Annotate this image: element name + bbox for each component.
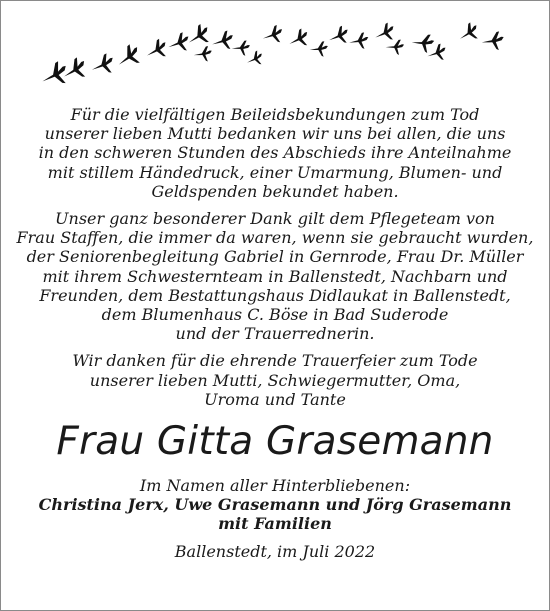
special-thanks-paragraph xyxy=(1,209,549,343)
deceased-name: Frau Gitta Grasemann xyxy=(56,419,494,465)
text-line: Geldspenden bekundet haben. xyxy=(151,181,399,201)
text-line: Freunden, dem Bestattungshaus Didlaukat in Ballenstedt, xyxy=(39,285,511,305)
signature-families: mit Familien xyxy=(218,514,332,534)
signature-names: Christina Jerx, Uwe Grasemann und Jörg Grasemann xyxy=(38,495,512,515)
text-line: Wir danken für die ehrende Trauerfeier zum Tode xyxy=(72,351,478,371)
signature-intro: Im Namen aller Hinterbliebenen: xyxy=(139,476,411,496)
text-line: in den schweren Stunden des Abschieds ihre Anteilnahme xyxy=(38,143,512,163)
flock-of-cranes-icon xyxy=(41,19,511,89)
text-line: Unser ganz besonderer Dank gilt dem Pflegeteam von xyxy=(55,209,495,229)
text-line: mit stillem Händedruck, einer Umarmung, Blumen- und xyxy=(47,162,503,182)
obituary-text xyxy=(1,105,549,561)
text-line: Frau Staffen, die immer da waren, wenn sie gebraucht wurden, xyxy=(16,228,534,248)
text-line: dem Blumenhaus C. Böse in Bad Suderode xyxy=(101,305,449,325)
text-line: unserer lieben Mutti bedanken wir uns bei allen, die uns xyxy=(44,124,506,144)
place-date xyxy=(1,542,549,561)
funeral-thanks-paragraph xyxy=(1,351,549,409)
text-line: und der Trauerrednerin. xyxy=(175,324,375,344)
text-line: Uroma und Tante xyxy=(204,389,346,409)
text-line: Für die vielfältigen Beileidsbekundungen zum Tod xyxy=(70,105,480,124)
text-line: der Seniorenbegleitung Gabriel in Gernrode, Frau Dr. Müller xyxy=(26,247,524,267)
text-line: unserer lieben Mutti, Schwiegermutter, Oma, xyxy=(89,370,461,390)
thanks-paragraph xyxy=(1,105,549,201)
signature-block xyxy=(1,476,549,534)
text-line: mit ihrem Schwesternteam in Ballenstedt, Nachbarn und xyxy=(42,266,508,286)
place-date-text: Ballenstedt, im Juli 2022 xyxy=(174,541,376,561)
